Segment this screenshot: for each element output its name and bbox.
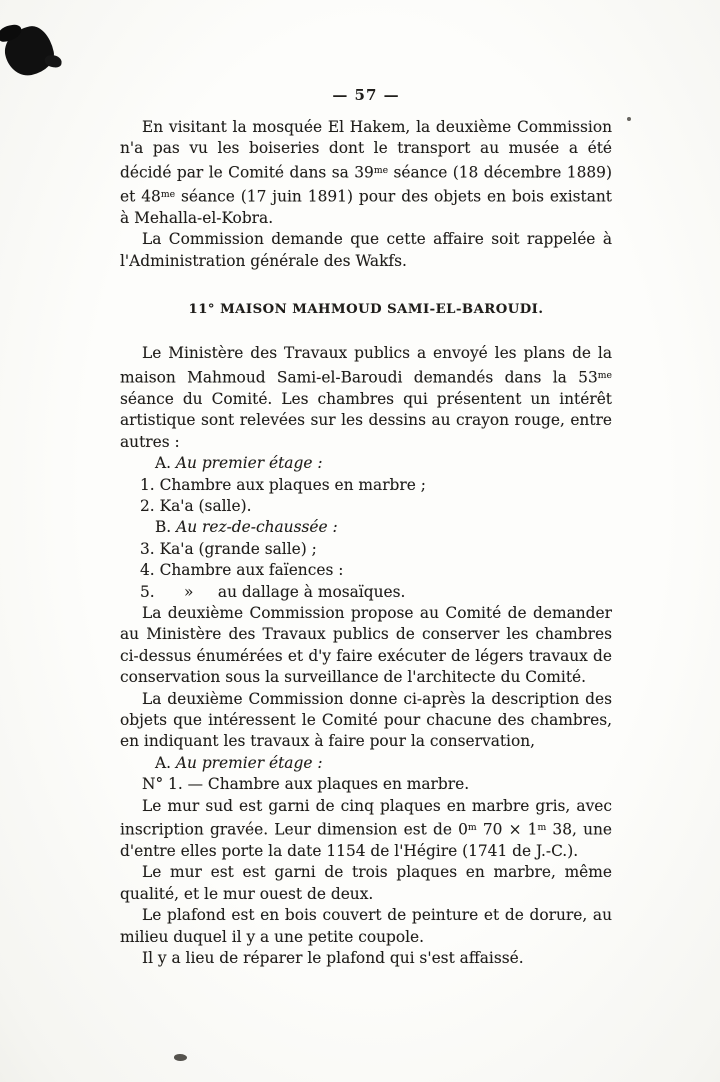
paragraph-no1-chambre (120, 774, 612, 795)
section-heading-maison-mahmoud (120, 299, 612, 320)
text-run: Il y a lieu de réparer le plafond qui s'est affaissé. (142, 949, 524, 968)
text-run: Le mur sud est garni de cinq plaques en marbre gris, avec inscription gravée. Leur dimension est de 0 (120, 796, 612, 839)
list-item-2 (140, 496, 612, 517)
text-run: 1. Chambre aux plaques en marbre ; (140, 475, 426, 494)
text-run: 4. Chambre aux faïences : (140, 561, 344, 580)
superscript-text: m (467, 822, 477, 834)
text-run: Le mur est est garni de trois plaques en marbre, même qualité, et le mur ouest de deux. (120, 863, 612, 903)
text-run: 3. Ka'a (grande salle) ; (140, 539, 317, 558)
text-run: B. (155, 518, 177, 537)
page-number: — 57 — (332, 86, 400, 104)
text-run: La Commission demande que cette affaire soit rappelée à l'Administration générale des Wakfs. (120, 230, 612, 270)
superscript-text: m (537, 822, 547, 834)
italic-text: : (312, 454, 323, 473)
paragraph-reparer-plafond (120, 948, 612, 969)
text-run: Le plafond est en bois couvert de peinture et de dorure, au milieu duquel il y a une petite coupole. (120, 906, 612, 946)
text-run: La deuxième Commission donne ci-après la description des objets que intéressent le Comité pour chacune des chambres, en indiquant les travaux à faire pour la conservation, (120, 689, 612, 751)
text-run: 2. Ka'a (salle). (140, 496, 252, 515)
text-run: A. (155, 753, 176, 772)
text-run: 5. » au dallage à mosaïques. (140, 582, 406, 601)
italic-text: Au premier étage (175, 753, 313, 772)
text-run: séance du Comité. Les chambres qui présentent un intérêt artistique sont relevées sur les dessins au crayon rouge, entre autres : (120, 389, 612, 451)
list-item-5 (140, 582, 612, 603)
superscript-text: me (373, 164, 389, 176)
page-content (120, 86, 612, 969)
ink-blob-artifact (1, 23, 58, 80)
paragraph-ministere-plans (120, 343, 612, 453)
speck-artifact-right (627, 117, 631, 121)
paragraph-commission-donne (120, 689, 612, 753)
paragraph-el-hakem (120, 117, 612, 229)
list-item-4 (140, 560, 612, 581)
superscript-text: me (597, 369, 612, 381)
text-run: Le Ministère des Travaux publics a envoyé les plans de la maison Mahmoud Sami-el-Baroudi demandés dans la 53 (120, 344, 612, 387)
paragraph-commission-demande (120, 229, 612, 272)
text-run: 11° MAISON MAHMOUD SAMI-EL-BAROUDI. (188, 302, 544, 318)
text-run: séance (17 juin 1891) pour des objets en bois existant à Mehalla-el-Kobra. (120, 187, 612, 227)
document-body (120, 117, 612, 969)
italic-text: : (312, 753, 323, 772)
text-run: N° 1. — Chambre aux plaques en marbre. (142, 775, 470, 794)
paragraph-commission-propose (120, 603, 612, 689)
list-item-a-premier-etage (155, 453, 612, 474)
list-item-1 (140, 475, 612, 496)
paragraph-mur-est (120, 862, 612, 905)
text-run: 70 × 1 (476, 820, 538, 839)
list-item-a-premier-etage-repeat (155, 753, 612, 774)
paragraph-mur-sud (120, 796, 612, 863)
italic-text: : (327, 518, 338, 537)
list-item-3 (140, 539, 612, 560)
text-run: 38, une d'entre elles porte la date 1154 de l'Hégire (1741 de J.-C.). (120, 820, 613, 861)
italic-text: Au premier étage (175, 454, 313, 473)
list-item-b-rez-de-chaussee (155, 517, 612, 538)
superscript-text: me (160, 188, 176, 200)
text-run: séance (18 décembre 1889) et 48 (120, 163, 612, 206)
speck-artifact-bottom (174, 1054, 187, 1061)
text-run: A. (155, 454, 176, 473)
text-run: La deuxième Commission propose au Comité de demander au Ministère des Travaux publics de conserver les chambres ci-dessus énumérées et d'y faire exécuter de légers travaux de conservation sous la surveillance de l'architecte du Comité. (120, 603, 612, 687)
paragraph-plafond (120, 905, 612, 948)
italic-text: Au rez-de-chaussée (176, 518, 328, 537)
text-run: En visitant la mosquée El Hakem, la deuxième Commission n'a pas vu les boiseries dont le transport au musée a été décidé par le Comité dans sa 39 (120, 118, 612, 182)
